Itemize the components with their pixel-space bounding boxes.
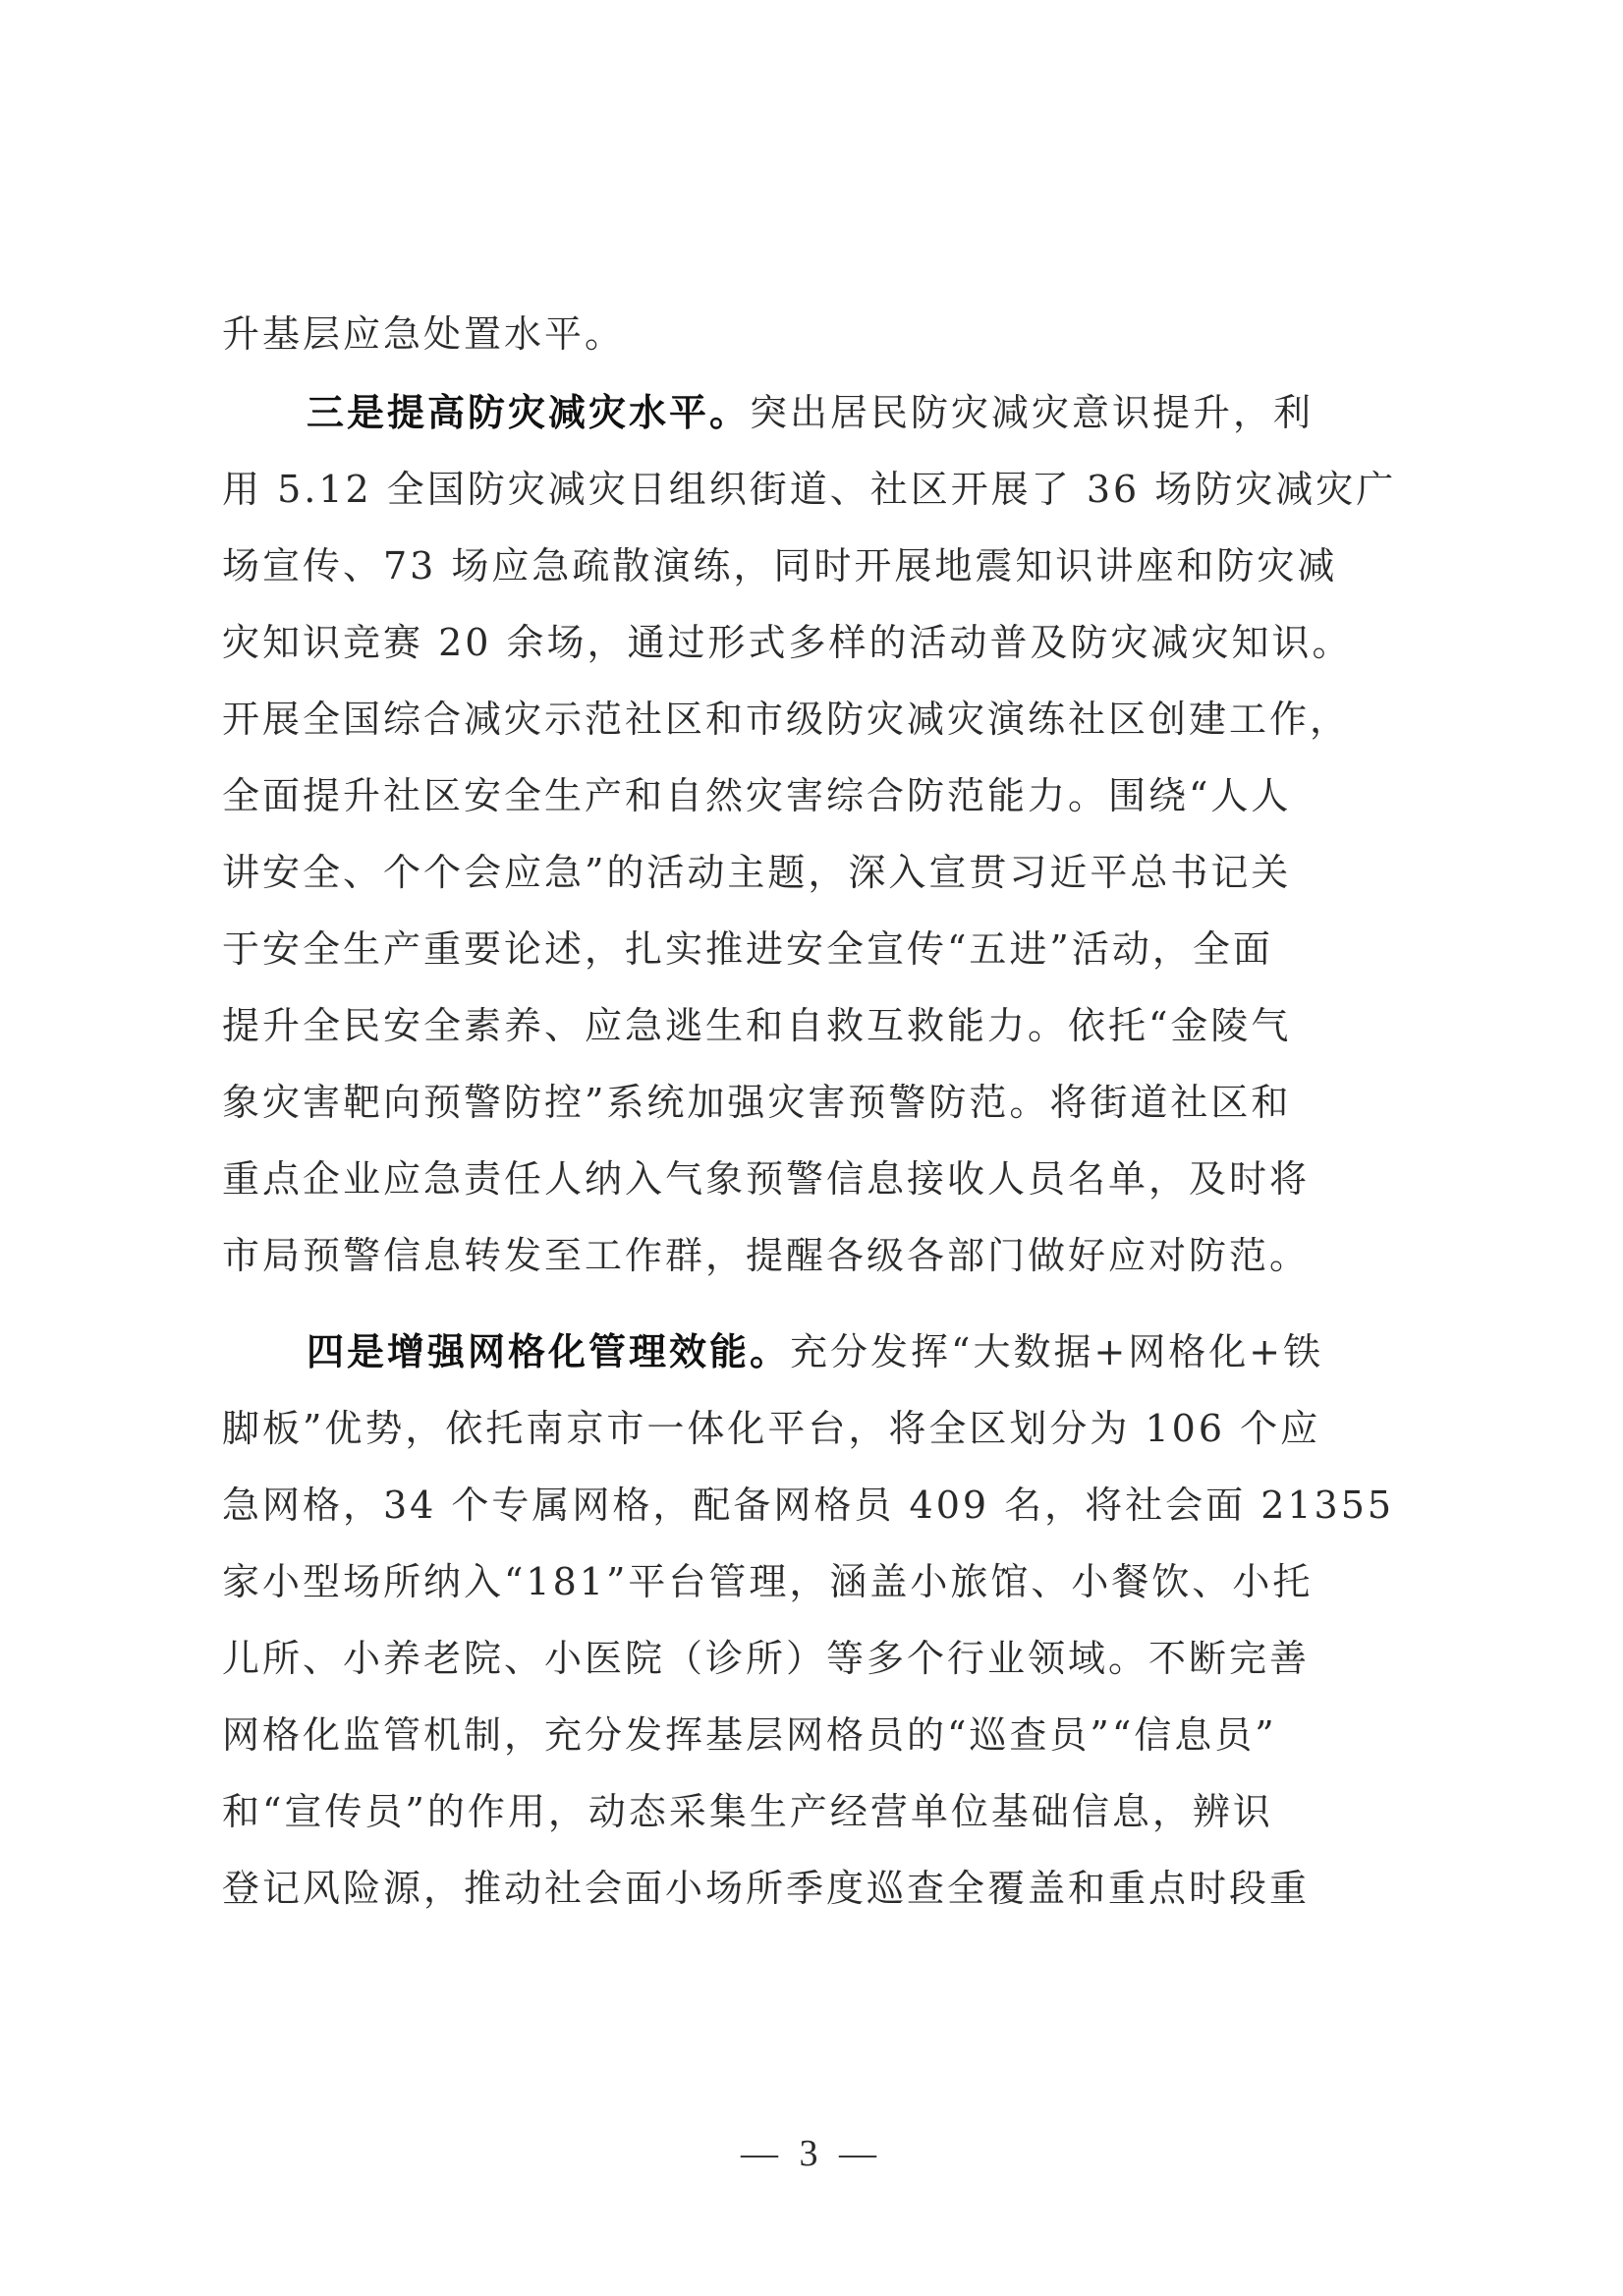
paragraph-3-first-line	[307, 373, 1421, 452]
text-line: 急网格，34 个专属网格，配备网格员 409 名，将社会面 21355	[222, 1484, 1395, 1527]
text-line: 儿所、小养老院、小医院（诊所）等多个行业领域。不断完善	[222, 1637, 1311, 1680]
paragraph-3-rest: 突出居民防灾减灾意识提升，	[750, 391, 1274, 434]
text-line: 灾知识竞赛 20 余场，通过形式多样的活动普及防灾减灾知识。	[222, 621, 1353, 664]
text-line: 场宣传、73 场应急疏散演练，同时开展地震知识讲座和防灾减	[222, 544, 1338, 588]
text-line: 家小型场所纳入“181”平台管理，涵盖小旅馆、小餐饮、小托	[222, 1560, 1314, 1603]
text-line: 和“宣传员”的作用，动态采集生产经营单位基础信息，辨识	[222, 1790, 1273, 1833]
paragraph-3-lead: 三是提高防灾减灾水平。	[307, 390, 751, 434]
text-line: 讲安全、个个会应急”的活动主题，深入宣贯习近平总书记关	[222, 851, 1292, 894]
text-line: 登记风险源，推动社会面小场所季度巡查全覆盖和重点时段重	[222, 1867, 1311, 1910]
text-line: 市局预警信息转发至工作群，提醒各级各部门做好应对防范。	[222, 1234, 1311, 1277]
paragraph-4-rest: 充分发挥“大数据+网格化+铁	[790, 1330, 1324, 1373]
page-number: — 3 —	[741, 2133, 882, 2174]
text-line: 提升全民安全素养、应急逃生和自救互救能力。依托“金陵气	[222, 1004, 1292, 1047]
text-line: 全面提升社区安全生产和自然灾害综合防范能力。围绕“人人	[222, 774, 1292, 817]
paragraph-4-lead: 四是增强网格化管理效能。	[307, 1329, 791, 1373]
text-line: 开展全国综合减灾示范社区和市级防灾减灾演练社区创建工作，	[222, 698, 1351, 741]
text-line: 用 5.12 全国防灾减灾日组织街道、社区开展了 36 场防灾减灾广	[222, 468, 1397, 511]
text-line: 脚板”优势，依托南京市一体化平台，将全区划分为 106 个应	[222, 1407, 1321, 1450]
paragraph-4-first-line	[307, 1313, 1421, 1391]
text-line: 重点企业应急责任人纳入气象预警信息接收人员名单，及时将	[222, 1157, 1311, 1201]
text-line: 网格化监管机制，充分发挥基层网格员的“巡查员”“信息员”	[222, 1713, 1277, 1757]
text-line: 于安全生产重要论述，扎实推进安全宣传“五进”活动，全面	[222, 927, 1273, 971]
text-line-end: 利	[1273, 391, 1315, 434]
text-line: 升基层应急处置水平。	[222, 312, 626, 356]
text-line: 象灾害靶向预警防控”系统加强灾害预警防范。将街道社区和	[222, 1081, 1292, 1124]
